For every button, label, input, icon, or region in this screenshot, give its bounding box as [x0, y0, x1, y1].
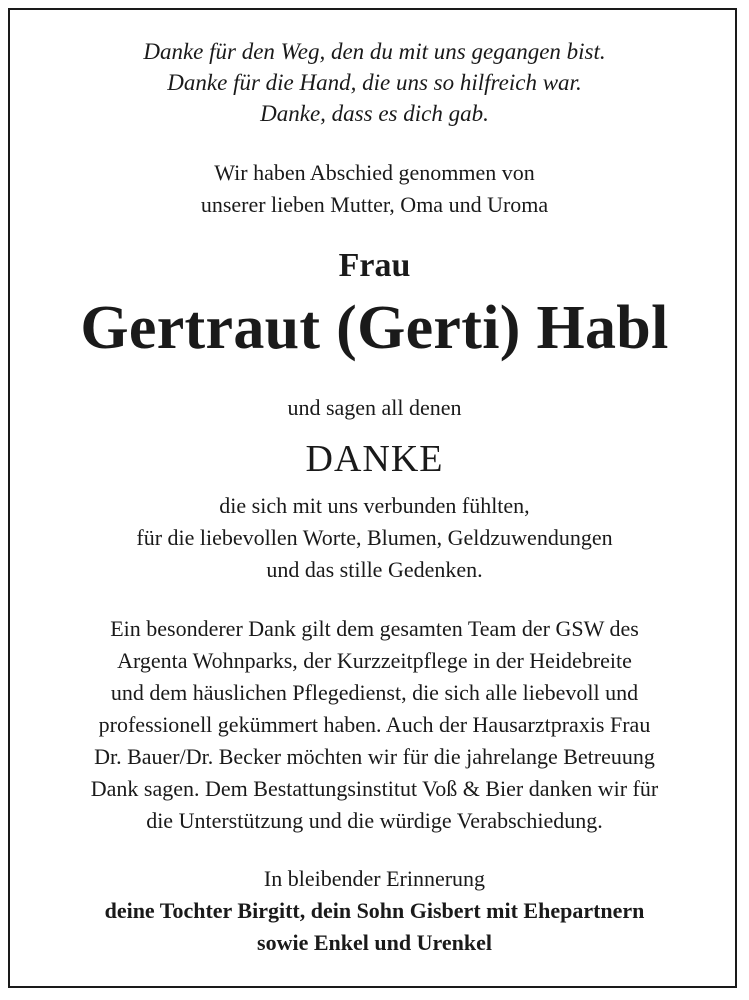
intro-line: Wir haben Abschied genommen von [214, 160, 535, 185]
poem-line: Danke, dass es dich gab. [260, 101, 489, 126]
intro-block [0, 157, 749, 221]
family-line: deine Tochter Birgitt, dein Sohn Gisbert mit Ehepartnern [104, 898, 645, 923]
remembrance-line: In bleibender Erinnerung [263, 866, 486, 891]
special-thanks-line: Dr. Bauer/Dr. Becker möchten wir für die jahrelange Betreuung [94, 744, 655, 769]
intro-line: unserer lieben Mutter, Oma und Uroma [200, 192, 549, 217]
poem-line: Danke für die Hand, die uns so hilfreich war. [167, 70, 582, 95]
thanks-line: und das stille Gedenken. [266, 557, 483, 582]
special-thanks-line: Dank sagen. Dem Bestattungsinstitut Voß & Bier danken wir für [90, 776, 659, 801]
family-line: sowie Enkel und Urenkel [257, 930, 492, 955]
special-thanks-line: Ein besonderer Dank gilt dem gesamten Team der GSW des [110, 616, 639, 641]
deceased-name: Gertraut (Gerti) Habl [80, 294, 669, 362]
poem-line: Danke für den Weg, den du mit uns gegangen bist. [143, 39, 606, 64]
special-thanks-line: Argenta Wohnparks, der Kurzzeitpflege in der Heidebreite [117, 648, 632, 673]
thanks-line: die sich mit uns verbunden fühlten, [219, 493, 530, 518]
poem-block [0, 36, 749, 129]
special-thanks-block [0, 613, 749, 837]
special-thanks-line: und dem häuslichen Pflegedienst, die sich alle liebevoll und [110, 680, 639, 705]
special-thanks-line: professionell gekümmert haben. Auch der Hausarztpraxis Frau [98, 712, 651, 737]
thanks-line: für die liebevollen Worte, Blumen, Geldzuwendungen [136, 525, 613, 550]
danke-heading: DANKE [305, 438, 444, 480]
salutation: Frau [338, 247, 411, 284]
sagen-line: und sagen all denen [287, 395, 462, 420]
closing-block [0, 863, 749, 959]
thanks-block [0, 490, 749, 586]
special-thanks-line: die Unterstützung und die würdige Verabschiedung. [146, 808, 603, 833]
